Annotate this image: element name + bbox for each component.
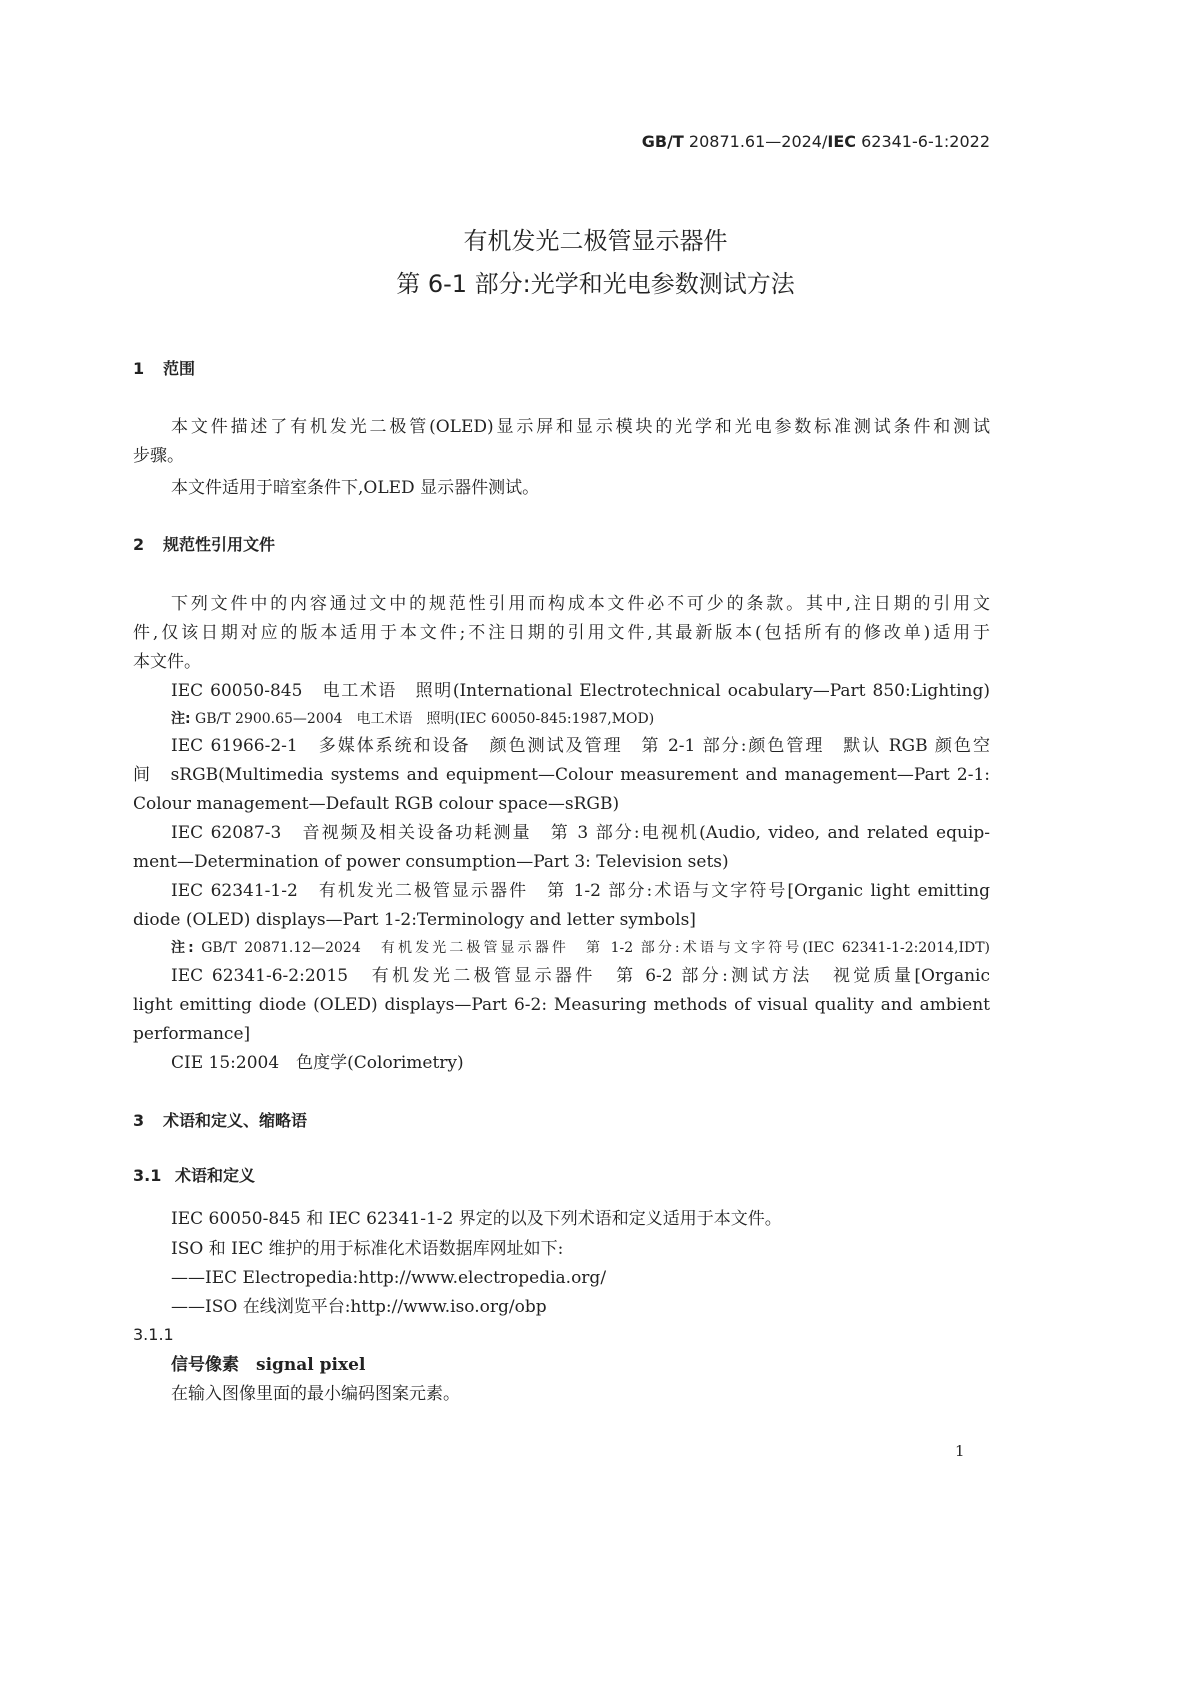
section-1-heading: 1 范围 (133, 359, 196, 378)
page-number: 1 (955, 1442, 965, 1460)
paragraph: 本文件描述了有机发光二极管(OLED)显示屏和显示模块的光学和光电参数标准测试条件和测试 (171, 417, 990, 437)
paragraph: 步骤。 (133, 446, 184, 466)
link-item: ——ISO 在线浏览平台:http://www.iso.org/obp (171, 1297, 547, 1317)
note: 注: GB/T 2900.65—2004 电工术语 照明(IEC 60050-845:1987,MOD) (171, 711, 655, 727)
section-2-heading: 2 规范性引用文件 (133, 535, 276, 554)
reference-item: performance] (133, 1024, 251, 1044)
standard-number: GB/T 20871.61—2024/IEC 62341-6-1:2022 (641, 132, 990, 151)
link-item: ——IEC Electropedia:http://www.electropedia.org/ (171, 1268, 607, 1288)
document-subtitle: 第 6-1 部分:光学和光电参数测试方法 (396, 270, 795, 298)
paragraph: 本文件。 (133, 652, 201, 672)
reference-item: CIE 15:2004 色度学(Colorimetry) (171, 1053, 464, 1073)
reference-item: IEC 60050-845 电工术语 照明(International Electrotechnical ocabulary—Part 850:Lighting) (171, 681, 990, 701)
paragraph: IEC 60050-845 和 IEC 62341-1-2 界定的以及下列术语和定义适用于本文件。 (171, 1209, 782, 1229)
paragraph: 件,仅该日期对应的版本适用于本文件;不注日期的引用文件,其最新版本(包括所有的修改单)适用于 (133, 623, 990, 643)
reference-item: IEC 62341-6-2:2015 有机发光二极管显示器件 第 6-2 部分:测试方法 视觉质量[Organic (171, 966, 990, 986)
reference-item: light emitting diode (OLED) displays—Part 6-2: Measuring methods of visual quality and ambient (133, 995, 990, 1015)
term-definition: 在输入图像里面的最小编码图案元素。 (171, 1384, 460, 1404)
paragraph: 本文件适用于暗室条件下,OLED 显示器件测试。 (171, 478, 540, 498)
paragraph: 下列文件中的内容通过文中的规范性引用而构成本文件必不可少的条款。其中,注日期的引用文 (171, 594, 990, 614)
document-title: 有机发光二极管显示器件 (463, 227, 728, 255)
reference-item: 间 sRGB(Multimedia systems and equipment—Colour measurement and management—Part 2-1: (133, 765, 990, 785)
section-3-1-heading: 3.1 术语和定义 (133, 1166, 256, 1185)
reference-item: ment—Determination of power consumption—Part 3: Television sets) (133, 852, 729, 872)
reference-item: diode (OLED) displays—Part 1-2:Terminology and letter symbols] (133, 910, 696, 930)
note: 注: GB/T 20871.12—2024 有机发光二极管显示器件 第 1-2 部分:术语与文字符号(IEC 62341-1-2:2014,IDT) (171, 940, 990, 956)
reference-item: IEC 62341-1-2 有机发光二极管显示器件 第 1-2 部分:术语与文字符号[Organic light emitting (171, 881, 990, 901)
term-heading: 信号像素 signal pixel (171, 1355, 366, 1375)
reference-item: IEC 62087-3 音视频及相关设备功耗测量 第 3 部分:电视机(Audio, video, and related equip- (171, 823, 990, 843)
section-3-heading: 3 术语和定义、缩略语 (133, 1111, 308, 1130)
reference-item: IEC 61966-2-1 多媒体系统和设备 颜色测试及管理 第 2-1 部分:颜色管理 默认 RGB 颜色空 (171, 736, 990, 756)
paragraph: ISO 和 IEC 维护的用于标准化术语数据库网址如下: (171, 1239, 564, 1259)
reference-item: Colour management—Default RGB colour space—sRGB) (133, 794, 620, 814)
term-number: 3.1.1 (133, 1325, 174, 1344)
